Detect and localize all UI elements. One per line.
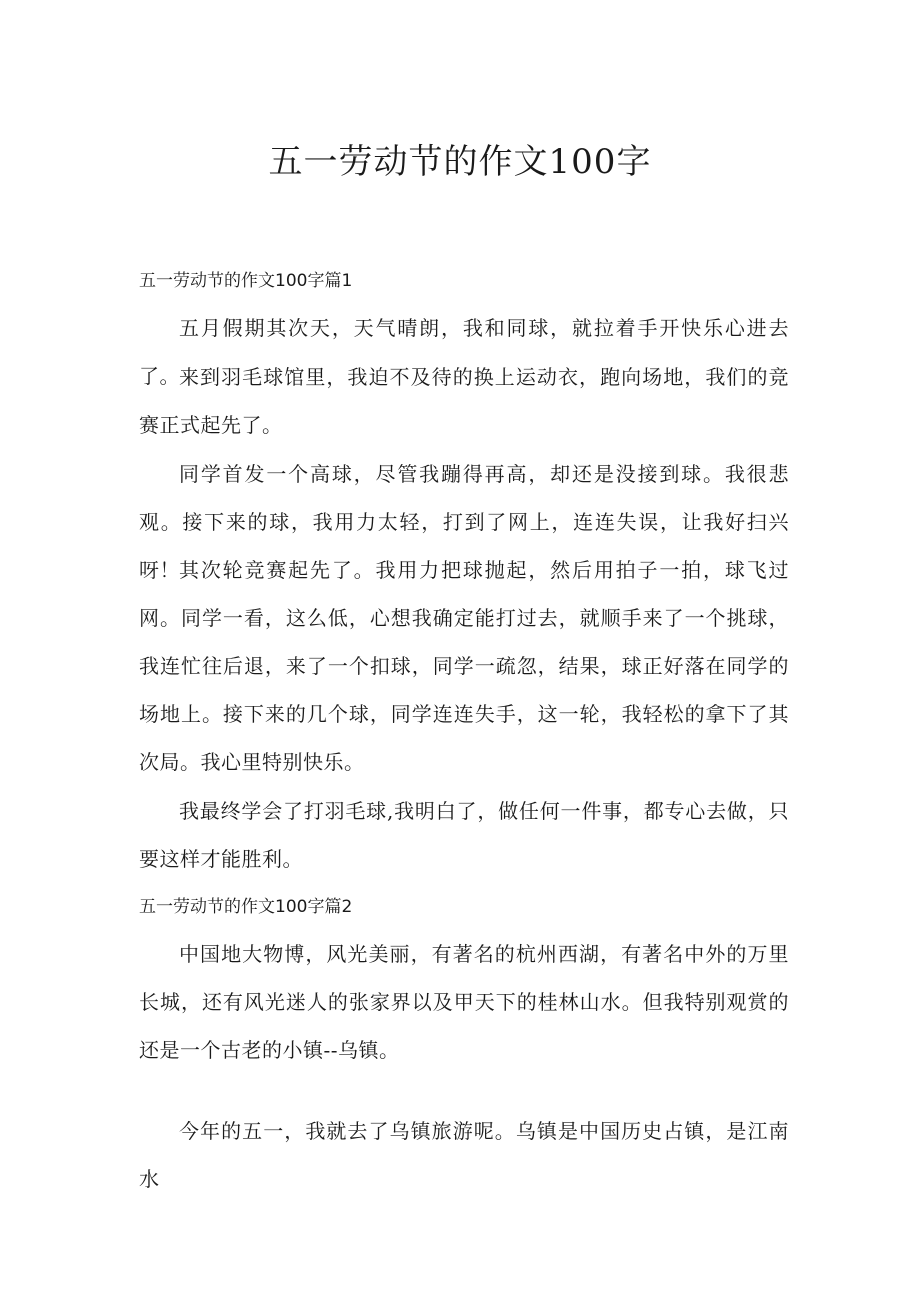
section-heading-1: 五一劳动节的作文100字篇1 bbox=[139, 271, 353, 291]
document-title: 五一劳动节的作文100字 bbox=[268, 142, 652, 182]
paragraph: 中国地大物博，风光美丽，有著名的杭州西湖，有著名中外的万里长城，还有风光迷人的张家界以及甲天下的桂林山水。但我特别观赏的还是一个古老的小镇--乌镇。 bbox=[139, 942, 789, 1062]
section-heading-2: 五一劳动节的作文100字篇2 bbox=[139, 897, 353, 917]
paragraph: 来到羽毛球馆里，我迫不及待的换上运动衣，跑向场地，我们的竞赛正式起先了。 bbox=[139, 365, 789, 437]
paragraph: 我最终学会了打羽毛球,我明白了，做任何一件事，都专心去做，只要这样才能胜利。 bbox=[139, 799, 789, 871]
paragraph: 五月假期其次天，天气晴朗，我和同球，就拉着手开快乐心进去了。 bbox=[139, 316, 789, 388]
paragraph: 同学首发一个高球，尽管我蹦得再高，却还是没接到球。我很悲观。接下来的球，我用力太轻，打到了网上，连连失误，让我好扫兴呀！ bbox=[139, 462, 789, 582]
paragraph: 其次轮竞赛起先了。我用力把球抛起，然后用拍子一拍，球飞过网。同学一看，这么低，心想我确定能打过去，就顺手来了一个挑球，我连忙往后退，来了一个扣球，同学一疏忽，结果，球正好落在同学的场地上。接下来的几个球，同学连连失手，这一轮，我轻松的拿下了其次局。我心里特别快乐。 bbox=[139, 558, 789, 774]
paragraph: 今年的五一，我就去了乌镇旅游呢。乌镇是中国历史占镇，是江南水 bbox=[139, 1119, 789, 1191]
